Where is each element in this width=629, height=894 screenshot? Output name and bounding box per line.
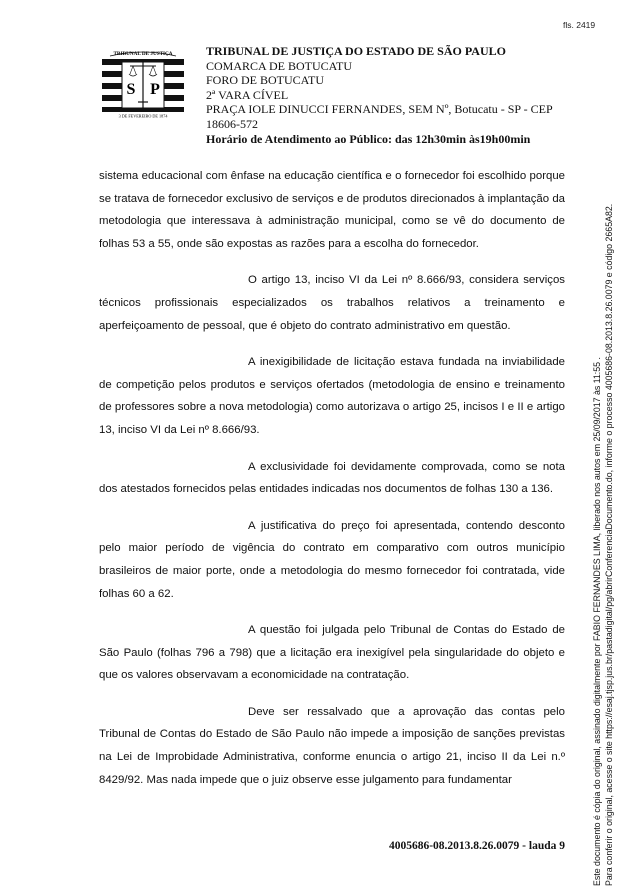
seal-bottom-text: 3 DE FEVEREIRO DE 1874 — [118, 113, 168, 119]
court-name: TRIBUNAL DE JUSTIÇA DO ESTADO DE SÃO PAULO — [206, 44, 506, 58]
office-hours: Horário de Atendimento ao Público: das 12h30min às19h00min — [206, 131, 531, 146]
paragraph: O artigo 13, inciso VI da Lei nº 8.666/93, considera serviços técnicos profissionais especializados os trabalhos relativos a treinamento e aperfeiçoamento de pessoal, que é objeto do contrato administrativo em questão. — [99, 274, 565, 332]
letterhead — [206, 44, 556, 146]
paragraph: A questão foi julgada pelo Tribunal de Contas do Estado de São Paulo (folhas 796 a 798) que a licitação era inexigível pela singularidade do objeto e que os valores observavam a economicidade na contratação. — [99, 624, 565, 682]
paragraph: A inexigibilidade de licitação estava fundada na inviabilidade de competição pelos produtos e serviços ofertados (metodologia de ensino e treinamento de professores sobre a nova metodologia) como autorizava o artigo 25, incisos I e II e artigo 13, inciso VI da Lei nº 8.666/93. — [99, 356, 565, 436]
address-line: PRAÇA IOLE DINUCCI FERNANDES, SEM Nº, Botucatu - SP - CEP 18606-572 — [206, 102, 553, 131]
paragraph: Deve ser ressalvado que a aprovação das contas pelo Tribunal de Contas do Estado de São Paulo não impede a imposição de sanções previstas na Lei de Improbidade Administrativa, conforme enuncia o artigo 21, inciso II da Lei n.º 8429/92. Mas nada impede que o juiz observe esse julgamento para fundamentar — [99, 705, 565, 786]
seal-letter-p: P — [150, 81, 160, 98]
case-number-footer: 4005686-08.2013.8.26.0079 - lauda 9 — [388, 840, 565, 852]
comarca-line: COMARCA DE BOTUCATU — [206, 58, 353, 73]
foro-line: FORO DE BOTUCATU — [206, 73, 325, 88]
verification-line: Para conferir o original, acesse o site https://esaj.tjsp.jus.br/pastadigital/pg/abrirConferenciaDocumento.do, informe o processo 4005686-08.2013.8.26.0079 e código 2665A82. — [603, 203, 614, 886]
page-number: fls. 2419 — [563, 20, 596, 30]
paragraph: sistema educacional com ênfase na educação científica e o fornecedor foi escolhido porque se tratava de fornecedor exclusivo de serviços e de produtos direcionados à implantação da metodologia que interessava à administração municipal, como se vê do documento de folhas 53 a 55, onde são expostas as razões para a escolha do fornecedor. — [99, 170, 565, 250]
signature-line: Este documento é cópia do original, assinado digitalmente por FABIO FERNANDES LIMA, liberado nos autos em 25/09/2017 às 11:55 . — [592, 357, 602, 886]
seal-top-text: TRIBUNAL DE JUSTIÇA — [113, 51, 173, 57]
vara-line: 2ª VARA CÍVEL — [206, 87, 289, 102]
paragraph: A exclusividade foi devidamente comprovada, como se nota dos atestados fornecidos pelas entidades indicadas nos documentos de folhas 130 a 136. — [99, 460, 565, 496]
paragraph: A justificativa do preço foi apresentada, contendo desconto pelo maior período de vigência do contrato em comparativo com outros município brasileiros de maior porte, onde a metodologia do mesmo fornecedor foi contratada, vide folhas 60 a 62. — [99, 519, 565, 600]
document-body — [99, 165, 565, 791]
digital-signature-note — [592, 126, 616, 886]
seal-letter-s: S — [126, 81, 136, 98]
court-seal-logo — [100, 44, 186, 119]
